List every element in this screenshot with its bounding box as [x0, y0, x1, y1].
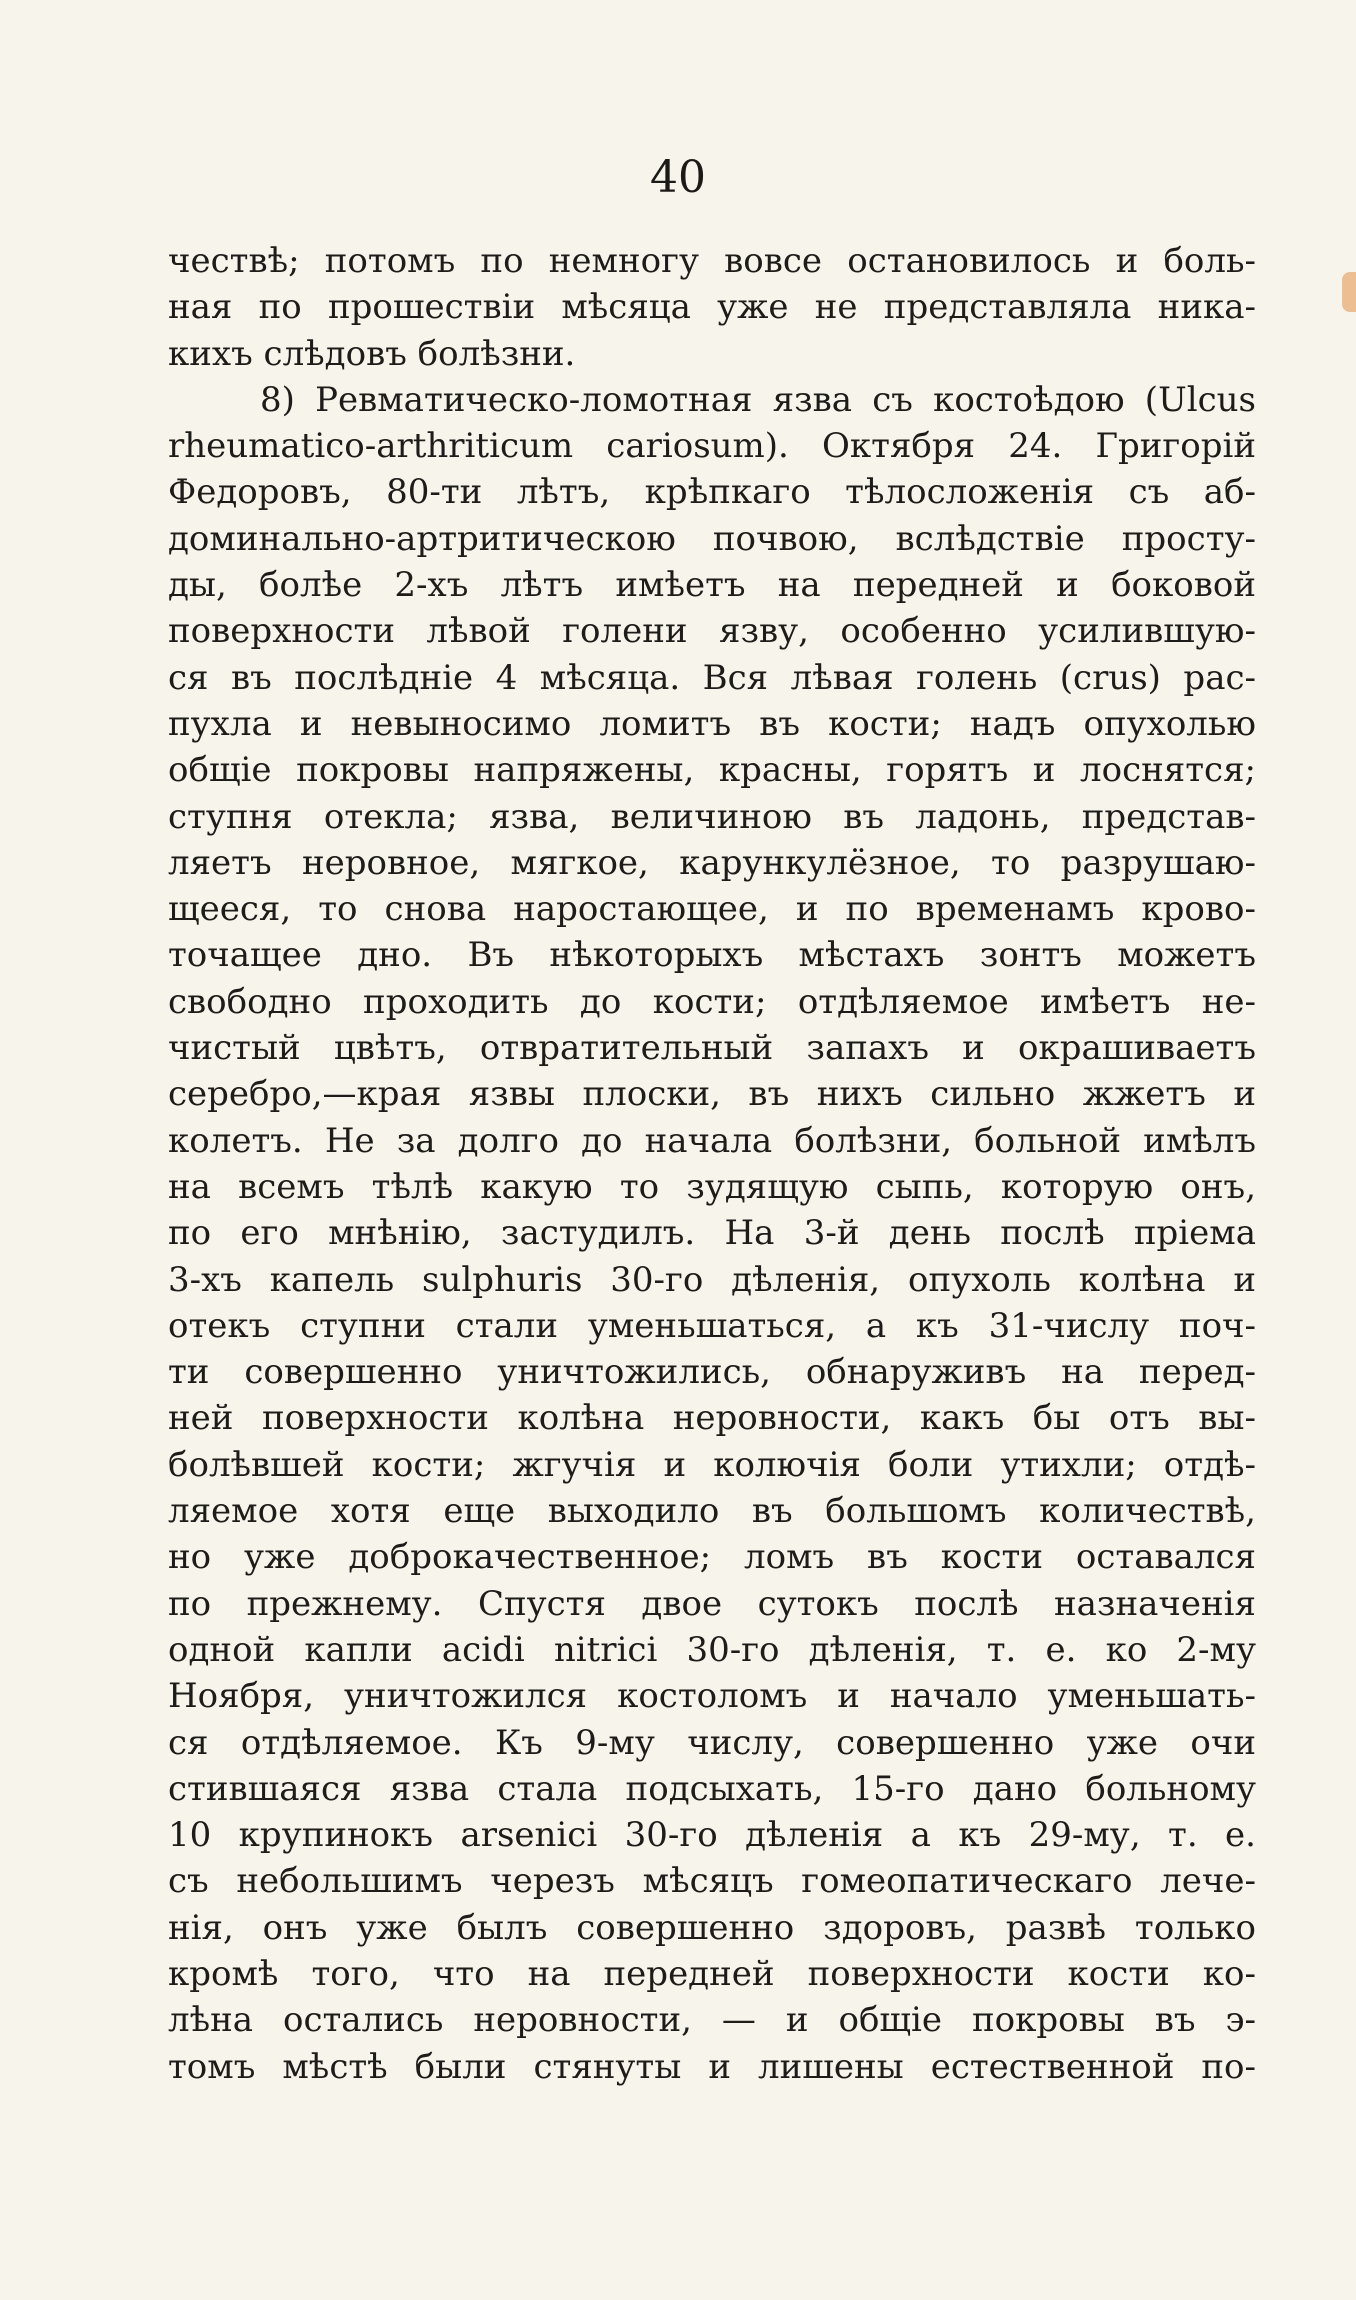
text-line: чистый цвѣтъ, отвратительный запахъ и окрашиваетъ	[168, 1028, 1256, 1069]
page-edge-stain	[1342, 272, 1356, 312]
text-line: ся въ послѣдніе 4 мѣсяца. Вся лѣвая голень (crus) рас-	[168, 657, 1256, 698]
text-line: 8) Ревматическо-ломотная язва съ костоѣдою (Ulcus	[260, 379, 1256, 420]
text-line: ти совершенно уничтожились, обнаруживъ на перед-	[168, 1352, 1256, 1393]
text-line: ляетъ неровное, мягкое, карункулёзное, то разрушаю-	[168, 842, 1256, 883]
text-line: ней поверхности колѣна неровности, какъ бы отъ вы-	[168, 1398, 1256, 1439]
text-line: по его мнѣнію, застудилъ. На 3-й день послѣ пріема	[168, 1213, 1256, 1254]
text-line: болѣвшей кости; жгучія и колючія боли утихли; отдѣ-	[168, 1444, 1256, 1485]
text-line: на всемъ тѣлѣ какую то зудящую сыпь, которую онъ,	[168, 1166, 1256, 1207]
text-line: Ноября, уничтожился костоломъ и начало уменьшать-	[168, 1676, 1256, 1717]
text-line: ляемое хотя еще выходило въ большомъ количествѣ,	[168, 1491, 1256, 1532]
text-line: общіе покровы напряжены, красны, горятъ и лоснятся;	[168, 750, 1256, 791]
text-line: ды, болѣе 2-хъ лѣтъ имѣетъ на передней и боковой	[168, 565, 1256, 606]
text-line: одной капли acidi nitrici 30-го дѣленія, т. е. ко 2-му	[168, 1629, 1256, 1670]
text-line: 3-хъ капель sulphuris 30-го дѣленія, опухоль колѣна и	[168, 1259, 1256, 1300]
text-line: поверхности лѣвой голени язву, особенно усилившую-	[168, 611, 1256, 652]
page-number: 40	[650, 152, 706, 203]
text-line: кромѣ того, что на передней поверхности кости ко-	[168, 1953, 1256, 1994]
text-line: съ небольшимъ черезъ мѣсяцъ гомеопатическаго лече-	[168, 1861, 1256, 1902]
text-line: свободно проходить до кости; отдѣляемое имѣетъ не-	[168, 981, 1256, 1022]
text-line: отекъ ступни стали уменьшаться, а къ 31-числу поч-	[168, 1305, 1256, 1346]
text-line: колетъ. Не за долго до начала болѣзни, больной имѣлъ	[168, 1120, 1256, 1161]
text-line: нія, онъ уже былъ совершенно здоровъ, развѣ только	[168, 1907, 1256, 1948]
text-line: ная по прошествіи мѣсяца уже не представляла никa-	[168, 287, 1256, 328]
text-line: rheumatico-arthriticum cariosum). Октября 24. Григорій	[168, 426, 1256, 467]
text-line: щееся, то снова наростающее, и по временамъ крово-	[168, 889, 1256, 930]
text-line: лѣна остались неровности, — и общіе покровы въ э-	[168, 2000, 1256, 2041]
text-line: стившаяся язва стала подсыхать, 15-го дано больному	[168, 1768, 1256, 1809]
text-line: чествѣ; потомъ по немногу вовсе остановилось и боль-	[168, 241, 1256, 281]
text-line: Федоровъ, 80-ти лѣтъ, крѣпкаго тѣлосложенія съ аб-	[168, 472, 1256, 513]
text-line: 10 крупинокъ arsenici 30-го дѣленія а къ 29-му, т. е.	[168, 1815, 1256, 1856]
text-line: кихъ слѣдовъ болѣзни.	[168, 333, 576, 374]
text-line: ступня отекла; язва, величиною въ ладонь, представ-	[168, 796, 1256, 837]
text-line: но уже доброкачественное; ломъ въ кости оставался	[168, 1537, 1256, 1578]
text-line: серебро,—края язвы плоски, въ нихъ сильно жжетъ и	[168, 1074, 1256, 1115]
body-text	[168, 238, 1256, 2090]
text-line: по прежнему. Спустя двое сутокъ послѣ назначенія	[168, 1583, 1256, 1624]
text-line: точащее дно. Въ нѣкоторыхъ мѣстахъ зонтъ можетъ	[168, 935, 1256, 976]
text-line: ся отдѣляемое. Къ 9-му числу, совершенно уже очи	[168, 1722, 1256, 1763]
text-line: пухла и невыносимо ломитъ въ кости; надъ опухолью	[168, 703, 1256, 744]
text-line: томъ мѣстѣ были стянуты и лишены естественной по-	[168, 2046, 1256, 2087]
text-line: доминально-артритическою почвою, вслѣдствіе просту-	[168, 518, 1256, 559]
